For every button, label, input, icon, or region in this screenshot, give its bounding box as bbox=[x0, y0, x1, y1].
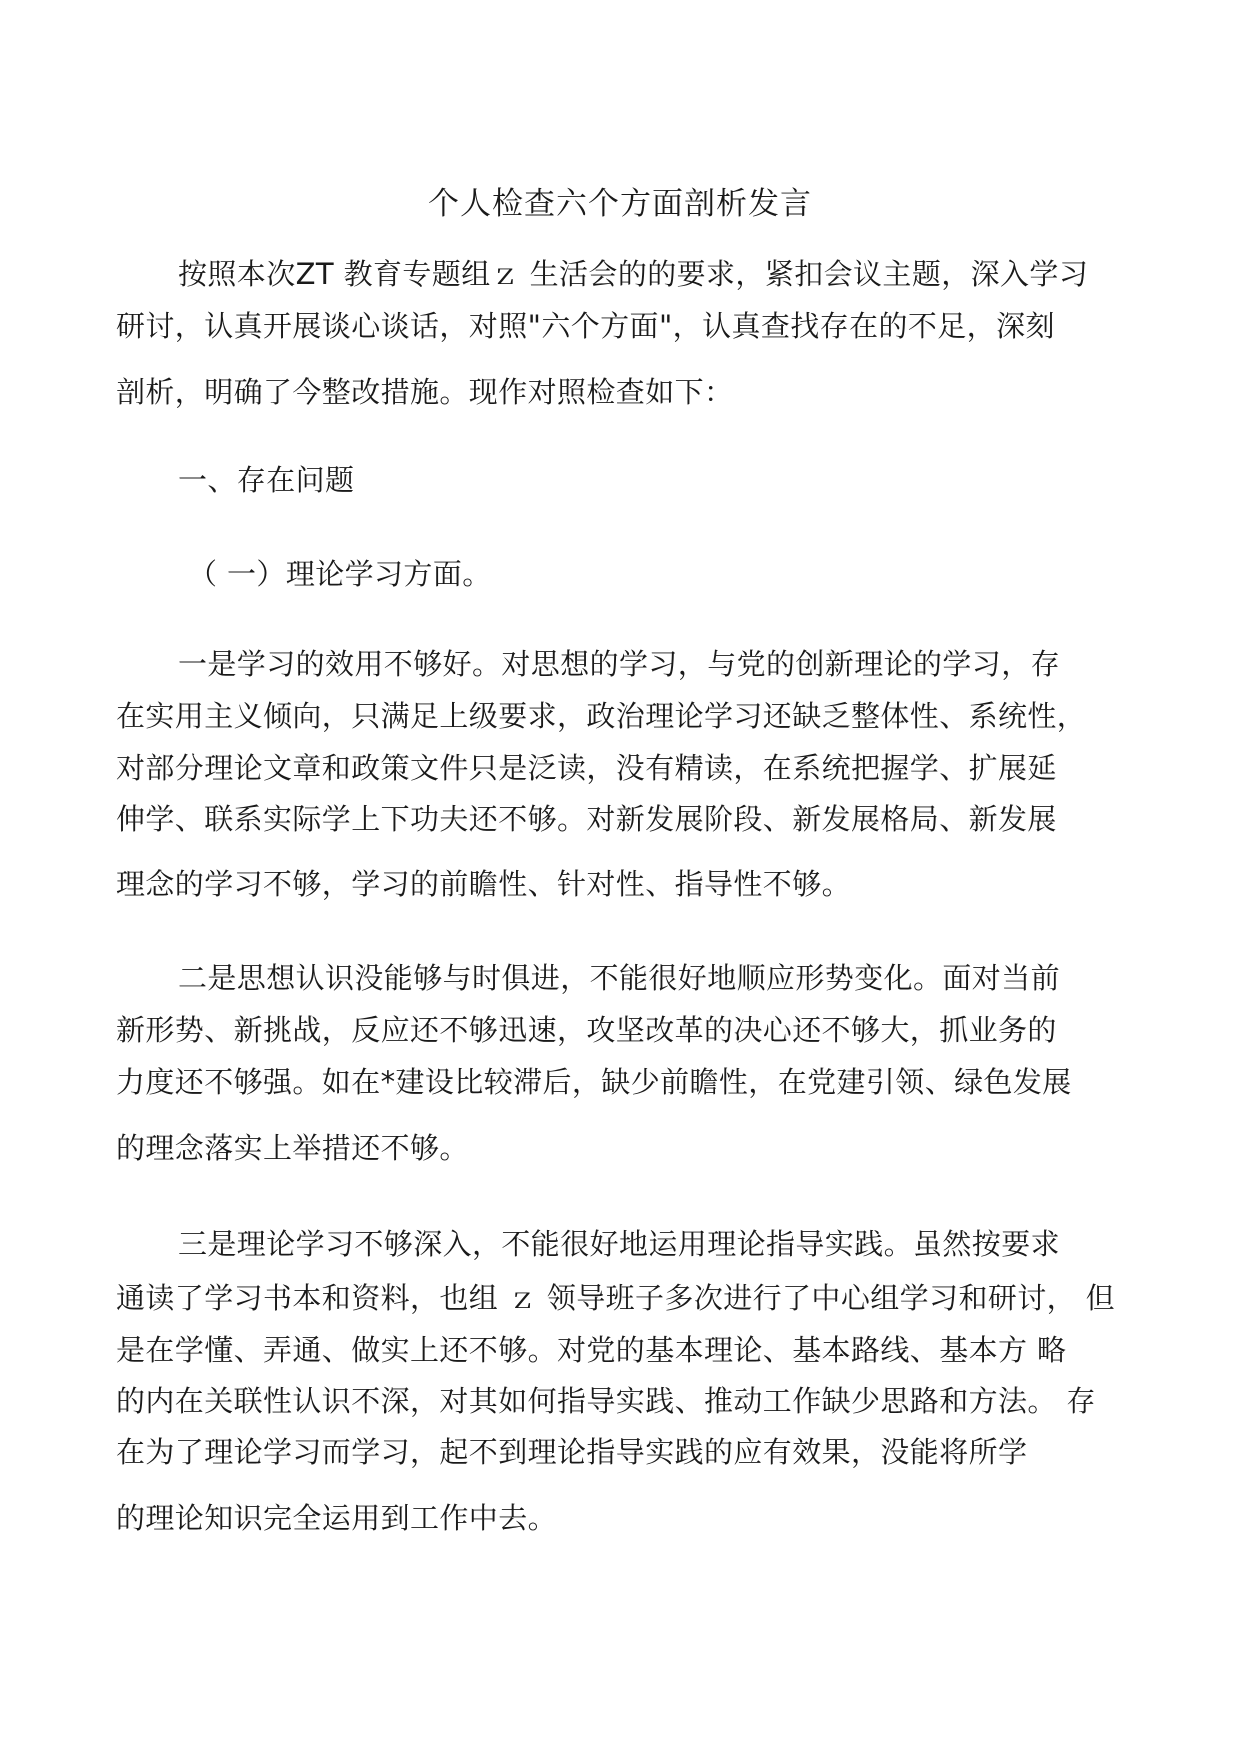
paragraph-line: 在实用主义倾向，只满足上级要求，政治理论学习还缺乏整体性、系统性， bbox=[116, 699, 1087, 733]
paragraph-line: 伸学、联系实际学上下功夫还不够。对新发展阶段、新发展格局、新发展 bbox=[116, 802, 1057, 836]
paragraph-line: 三是理论学习不够深入，不能很好地运用理论指导实践。虽然按要求 bbox=[178, 1227, 1061, 1261]
intro-line: 按照本次ZT 教育专题组ｚ 生活会的的要求，紧扣会议主题，深入学习 bbox=[178, 257, 1089, 291]
paragraph-line: 对部分理论文章和政策文件只是泛读，没有精读，在系统把握学、扩展延 bbox=[116, 751, 1057, 785]
subsection-heading: （ 一）理论学习方面。 bbox=[188, 557, 492, 591]
paragraph-line: 在为了理论学习而学习，起不到理论指导实践的应有效果，没能将所学 bbox=[116, 1435, 1028, 1469]
intro-line: 研讨，认真开展谈心谈话，对照"六个方面"，认真查找存在的不足，深刻 bbox=[116, 309, 1055, 343]
paragraph-line: 的理论知识完全运用到工作中去。 bbox=[116, 1501, 558, 1535]
paragraph-line: 是在学懂、弄通、做实上还不够。对党的基本理论、基本路线、基本方 略 bbox=[116, 1333, 1067, 1367]
paragraph-line: 力度还不够强。如在*建设比较滞后，缺少前瞻性，在党建引领、绿色发展 bbox=[116, 1065, 1072, 1099]
paragraph-line: 的理念落实上举措还不够。 bbox=[116, 1131, 469, 1165]
document-title: 个人检查六个方面剖析发言 bbox=[428, 186, 812, 222]
paragraph-line: 理念的学习不够，学习的前瞻性、针对性、指导性不够。 bbox=[116, 867, 852, 901]
paragraph-line: 一是学习的效用不够好。对思想的学习，与党的创新理论的学习，存 bbox=[178, 647, 1061, 681]
paragraph-line: 通读了学习书本和资料，也组 ｚ 领导班子多次进行了中心组学习和研讨， 但 bbox=[116, 1281, 1116, 1315]
paragraph-line: 新形势、新挑战，反应还不够迅速，攻坚改革的决心还不够大，抓业务的 bbox=[116, 1013, 1057, 1047]
paragraph-line: 的内在关联性认识不深，对其如何指导实践、推动工作缺少思路和方法。 存 bbox=[116, 1384, 1096, 1418]
section-heading: 一、存在问题 bbox=[178, 463, 355, 497]
paragraph-line: 二是思想认识没能够与时俱进，不能很好地顺应形势变化。面对当前 bbox=[178, 961, 1061, 995]
intro-line: 剖析，明确了今整改措施。现作对照检查如下： bbox=[116, 375, 734, 409]
